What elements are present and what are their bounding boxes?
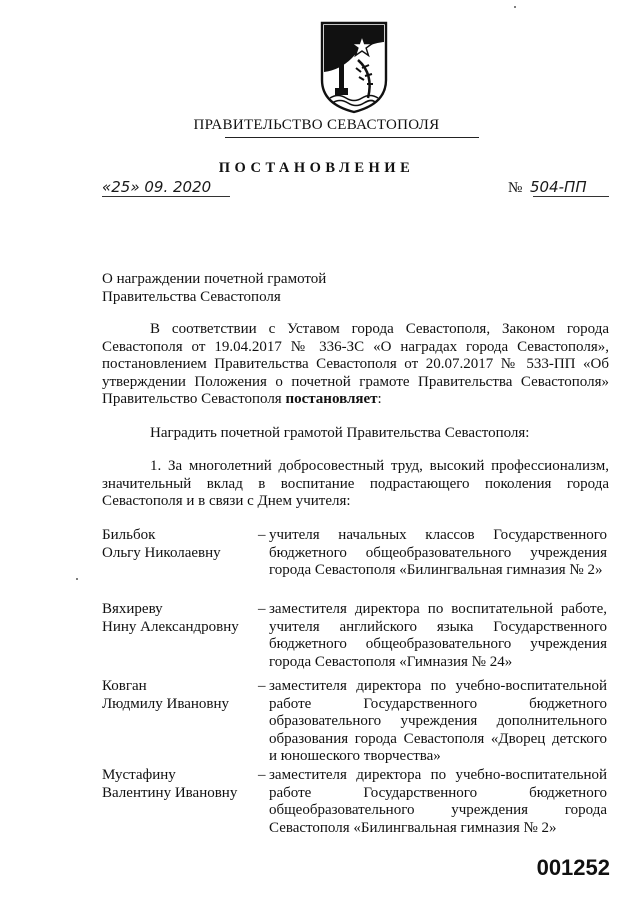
awardee-given-names: Людмилу Ивановну xyxy=(102,695,230,712)
subject-line-2: Правительства Севастополя xyxy=(102,288,281,305)
title-underline xyxy=(225,137,479,138)
awardee-dash: – xyxy=(258,601,266,617)
decision-paragraph xyxy=(102,425,609,443)
form-serial-number: 001252 xyxy=(536,855,610,880)
awardee-surname: Бильбок xyxy=(102,527,156,543)
awardee-given-names: Ольгу Николаевну xyxy=(102,544,221,561)
preamble-text: В соответствии с Уставом города Севастополя, Законом города Севастополя от 19.04.2017 № 336-ЗС «О наградах города Севастополя», постановлением Правительства Севастополя от 20.07.2017 № 533-ПП «Об утверждении Положения о почетной грамоте Правительства Севастополя» Правительство Севастополя xyxy=(102,321,609,407)
date-underline xyxy=(102,196,230,197)
document-type-heading: ПОСТАНОВЛЕНИЕ xyxy=(218,160,415,176)
sevastopol-coat-of-arms-emblem xyxy=(318,20,390,114)
document-number: 504-ПП xyxy=(530,178,587,196)
preamble-keyword: постановляет xyxy=(285,391,378,407)
number-prefix: № xyxy=(508,180,523,196)
scan-speck xyxy=(514,6,516,8)
awardee-surname: Мустафину xyxy=(102,767,176,783)
subject-line-1: О награждении почетной грамотой xyxy=(102,271,327,287)
preamble-body xyxy=(102,321,609,409)
document-subject xyxy=(102,271,402,306)
decision-text: Наградить почетной грамотой Правительства Севастополя: xyxy=(150,425,530,441)
awardee-given-names: Валентину Ивановну xyxy=(102,784,238,801)
awardee-name xyxy=(102,767,262,802)
awardee-position: заместителя директора по учебно-воспитательной работе Государственного бюджетного образовательного учреждения дополнительного образования города Севастополя «Дворец детского и юношеского творчества» xyxy=(269,678,607,764)
awardee-dash: – xyxy=(258,678,266,694)
awardee-surname: Вяхиреву xyxy=(102,601,163,617)
preamble-colon: : xyxy=(377,391,382,407)
awardee-given-names: Нину Александровну xyxy=(102,618,239,635)
clause-1-paragraph xyxy=(102,458,609,511)
document-date: «25» 09. 2020 xyxy=(102,178,212,196)
awardee-name xyxy=(102,601,262,636)
awardee-position: учителя начальных классов Государственного бюджетного общеобразовательного учреждения города Севастополя «Билингвальная гимназия № 2» xyxy=(269,527,607,578)
awardee-dash: – xyxy=(258,527,266,543)
awardee-surname: Ковган xyxy=(102,678,147,694)
number-underline xyxy=(533,196,609,197)
clause-1-text: 1. За многолетний добросовестный труд, высокий профессионализм, значительный вклад в воспитание подрастающего поколения города Севастополя и в связи с Днем учителя: xyxy=(102,458,609,509)
preamble-paragraph xyxy=(102,321,609,409)
awardee-position: заместителя директора по учебно-воспитательной работе Государственного бюджетного общеобразовательного учреждения города Севастополя «Билингвальная гимназия № 2» xyxy=(269,767,607,836)
scan-speck xyxy=(76,578,78,580)
awardee-name xyxy=(102,678,262,713)
government-title: ПРАВИТЕЛЬСТВО СЕВАСТОПОЛЯ xyxy=(193,117,440,133)
awardee-position: заместителя директора по воспитательной работе, учителя английского языка Государственного бюджетного общеобразовательного учреждения города Севастополя «Гимназия № 24» xyxy=(269,601,607,670)
awardee-dash: – xyxy=(258,767,266,783)
awardee-name xyxy=(102,527,262,562)
